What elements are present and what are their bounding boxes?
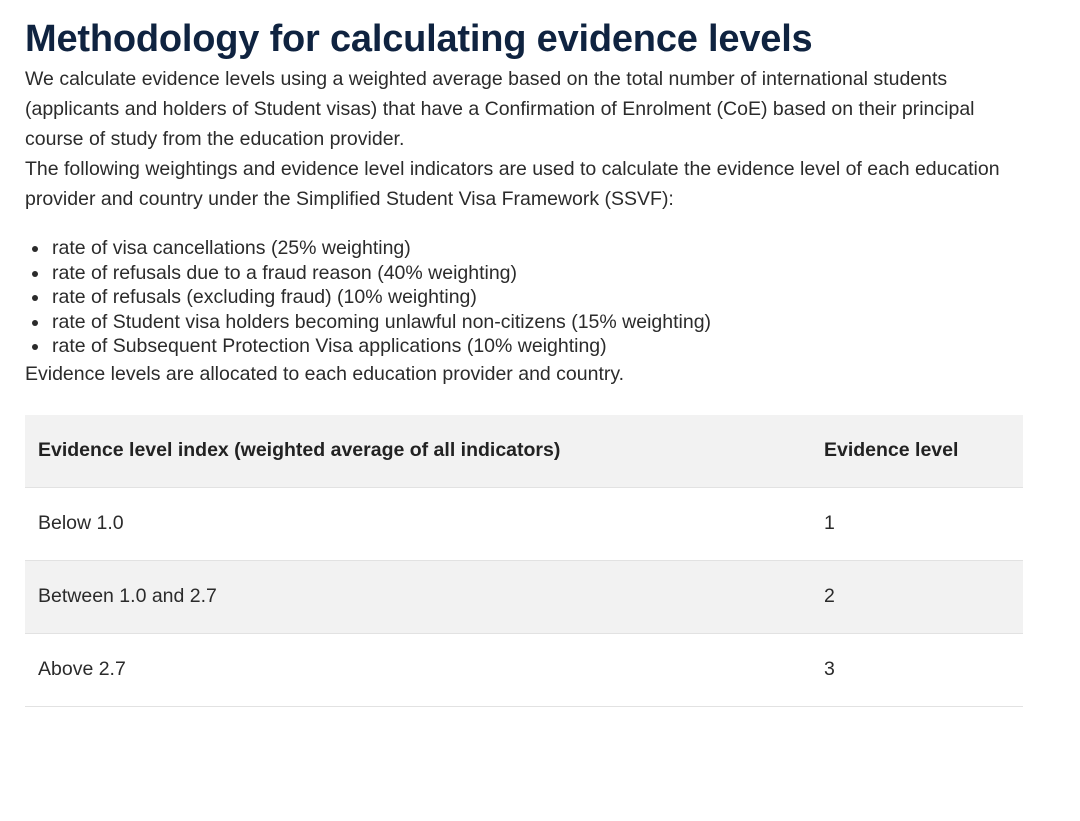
list-item-text: rate of Subsequent Protection Visa applications (10% weighting) [52, 335, 607, 357]
bullet-icon [32, 344, 38, 350]
bullet-icon [32, 320, 38, 326]
list-item-text: rate of visa cancellations (25% weighting) [52, 237, 411, 259]
weightings-intro-paragraph: The following weightings and evidence level indicators are used to calculate the evidence level of each education provider and country under the Simplified Student Visa Framework (SSVF): [25, 158, 1000, 210]
evidence-level-table [25, 415, 1023, 707]
intro-paragraph: We calculate evidence levels using a weighted average based on the total number of international students (applicants and holders of Student visas) that have a Confirmation of Enrolment (CoE) based on their principal course of study from the education provider. [25, 68, 975, 150]
list-item-text: rate of refusals (excluding fraud) (10% weighting) [52, 286, 477, 308]
list-item-text: rate of refusals due to a fraud reason (40% weighting) [52, 261, 518, 284]
cell-index: Between 1.0 and 2.7 [25, 560, 811, 633]
page-title: Methodology for calculating evidence levels [25, 18, 813, 60]
table-row [25, 560, 1023, 633]
allocation-paragraph: Evidence levels are allocated to each education provider and country. [25, 362, 625, 385]
bullet-icon [32, 295, 38, 301]
list-item [52, 285, 1023, 310]
list-item [52, 261, 1023, 286]
header-index: Evidence level index (weighted average of all indicators) [25, 415, 811, 488]
cell-level: 3 [811, 633, 1023, 706]
table-header-row [25, 415, 1023, 488]
cell-level: 2 [811, 560, 1023, 633]
list-item [52, 310, 1023, 335]
list-item [52, 236, 1023, 261]
header-level: Evidence level [811, 415, 1023, 488]
table-row [25, 633, 1023, 706]
bullet-icon [32, 246, 38, 252]
cell-index: Above 2.7 [25, 633, 811, 706]
indicator-list [25, 236, 1023, 359]
table-row [25, 487, 1023, 560]
cell-index: Below 1.0 [25, 487, 811, 560]
list-item-text: rate of Student visa holders becoming unlawful non-citizens (15% weighting) [52, 310, 712, 333]
list-item [52, 334, 1023, 359]
page-content [25, 14, 1023, 707]
bullet-icon [32, 271, 38, 277]
cell-level: 1 [811, 487, 1023, 560]
